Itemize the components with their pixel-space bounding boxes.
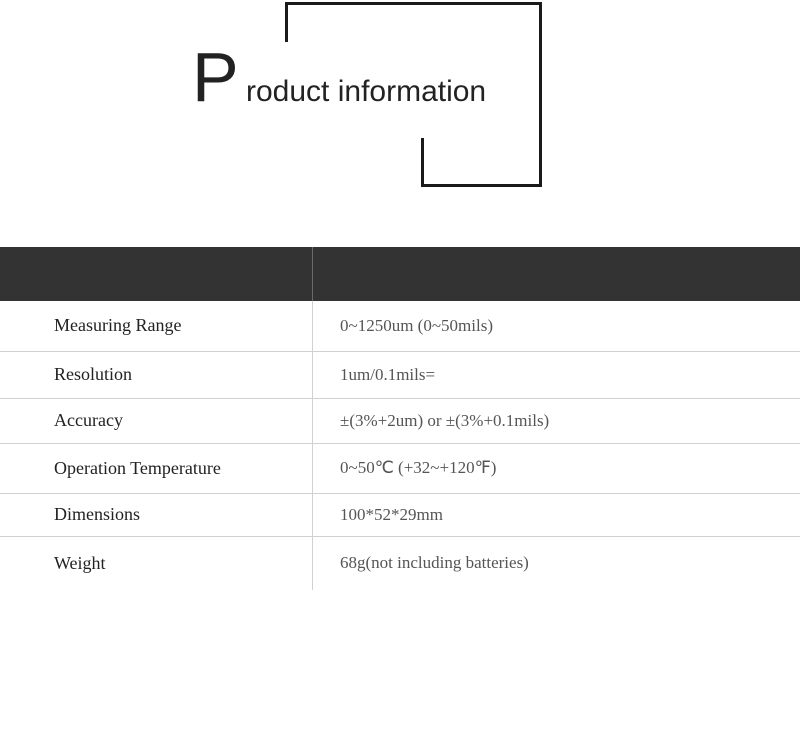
spec-value: 100*52*29mm bbox=[313, 493, 800, 536]
spec-value: 1um/0.1mils= bbox=[313, 351, 800, 398]
table-header-bar bbox=[0, 247, 800, 301]
spec-label: Accuracy bbox=[0, 398, 313, 443]
table-row bbox=[0, 351, 800, 398]
spec-label: Operation Temperature bbox=[0, 443, 313, 493]
frame-bottom-edge bbox=[421, 138, 542, 187]
header-cell-right bbox=[313, 247, 800, 301]
spec-table bbox=[0, 247, 800, 590]
table-row bbox=[0, 493, 800, 536]
table-row bbox=[0, 301, 800, 351]
header-cell-left bbox=[0, 247, 313, 301]
spec-label: Dimensions bbox=[0, 493, 313, 536]
heading-text: roduct information bbox=[246, 75, 487, 108]
spec-value: 68g(not including batteries) bbox=[340, 553, 529, 573]
spec-value: 0~1250um (0~50mils) bbox=[313, 301, 800, 351]
frame-top-edge bbox=[285, 2, 542, 42]
heading-initial: P bbox=[192, 38, 239, 116]
spec-label: Measuring Range bbox=[0, 301, 313, 351]
spec-label: Weight bbox=[0, 536, 313, 590]
table-row bbox=[0, 398, 800, 443]
table-row bbox=[0, 536, 800, 590]
spec-value: 0~50℃ (+32~+120℉) bbox=[313, 443, 800, 493]
spec-value: ±(3%+2um) or ±(3%+0.1mils) bbox=[313, 398, 800, 443]
table-row bbox=[0, 443, 800, 493]
spec-label: Resolution bbox=[0, 351, 313, 398]
